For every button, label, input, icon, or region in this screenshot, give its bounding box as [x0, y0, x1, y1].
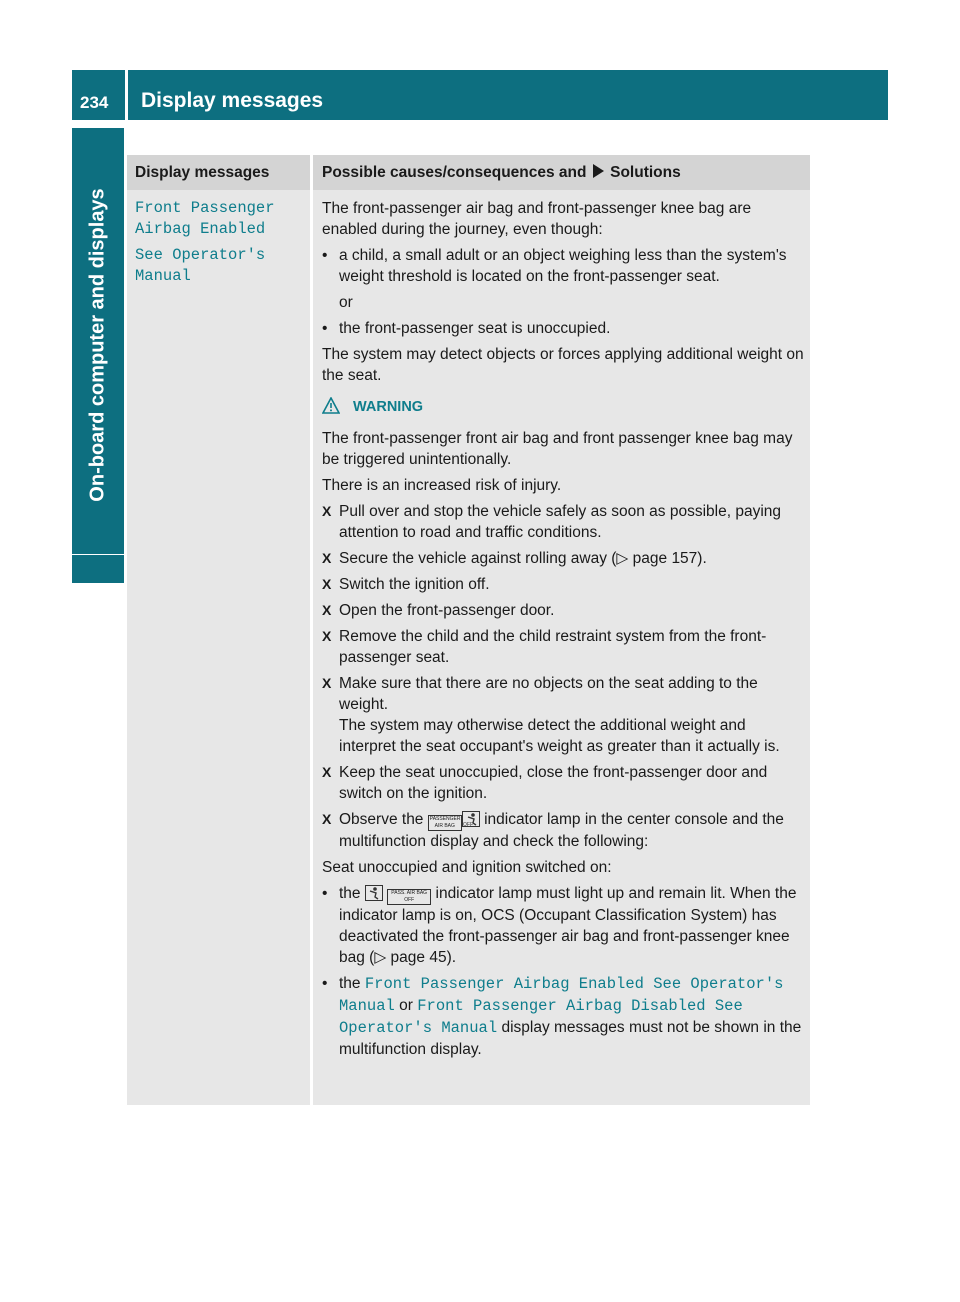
message-cell	[135, 198, 305, 292]
bullet-item	[322, 245, 806, 287]
warning-heading	[322, 397, 806, 418]
column-divider	[310, 155, 313, 1105]
x-bullet-icon: X	[322, 675, 332, 691]
col1-header-text: Display messages	[135, 164, 270, 181]
step-item	[322, 626, 806, 668]
passenger-airbag-indicator-icon: PASSENGER AIR BAG	[429, 816, 461, 829]
warning-label: WARNING	[353, 399, 424, 415]
bullet-text: a child, a small adult or an object weighing less than the system's weight threshold is located on the front-passenger seat.	[339, 247, 787, 285]
step-subtext: The system may otherwise detect the additional weight and interpret the seat occupant's weight as greater than it actually is.	[339, 717, 780, 755]
col2-header-text	[322, 164, 681, 182]
bullet-text-pre: the	[339, 975, 361, 992]
bullet-text: the front-passenger seat is unoccupied.	[339, 320, 611, 337]
seat-occupant-off-icon	[462, 811, 480, 827]
step-text: Remove the child and the child restraint system from the front-passenger seat.	[339, 628, 767, 666]
bullet-icon: •	[322, 975, 328, 992]
step-item	[322, 762, 806, 804]
message-line-1: Front Passenger	[135, 199, 275, 217]
page-title: Display messages	[141, 89, 324, 112]
x-bullet-icon: X	[322, 628, 332, 644]
message-line-4: Manual	[135, 267, 191, 285]
step-text: Make sure that there are no objects on the seat adding to the weight.	[339, 675, 758, 713]
play-icon	[593, 164, 604, 178]
warning-text-2: There is an increased risk of injury.	[322, 477, 562, 494]
message-line-2: Airbag Enabled	[135, 220, 266, 238]
table-header-messages	[127, 155, 310, 190]
step-item	[322, 809, 806, 852]
table-header-solutions	[313, 155, 810, 190]
bullet-text-post: display messages must not be shown in the multifunction display.	[339, 1019, 802, 1058]
step-text-post: indicator lamp in the center console and the multifunction display and check the following:	[339, 811, 784, 850]
x-bullet-icon: X	[322, 503, 332, 519]
message-text-1	[135, 198, 305, 240]
bullet-icon: •	[322, 247, 328, 264]
bullet-item	[322, 883, 806, 968]
bullet-icon: •	[322, 885, 328, 902]
seat-occupant-icon	[365, 885, 383, 901]
warning-text-1: The front-passenger front air bag and front passenger knee bag may be triggered unintentionally.	[322, 430, 793, 468]
step-text: Secure the vehicle against rolling away (▷ page 157).	[339, 550, 707, 567]
bullet-icon: •	[322, 320, 328, 337]
x-bullet-icon: X	[322, 764, 332, 780]
bullet-text-post: indicator lamp must light up and remain lit. When the indicator lamp is on, OCS (Occupant Classification System) has deactivated the front-passenger air bag and front-passenger knee bag (▷ page 45).	[339, 885, 797, 966]
bullet-item	[322, 973, 806, 1060]
step-item	[322, 600, 806, 621]
solutions-cell	[322, 198, 806, 1065]
bullet-text-pre: the	[339, 885, 361, 902]
col2-header-pre: Possible causes/consequences and	[322, 164, 587, 181]
step-item	[322, 501, 806, 543]
intro-text: The front-passenger air bag and front-passenger knee bag are enabled during the journey, even though:	[322, 200, 752, 238]
header-divider	[125, 70, 128, 120]
pass-airbag-off-indicator-icon: PASS. AIR BAG OFF	[387, 889, 431, 905]
col2-header-post: Solutions	[610, 164, 681, 181]
step-text-pre: Observe the	[339, 811, 424, 828]
step-text: Switch the ignition off.	[339, 576, 490, 593]
page-number: 234	[80, 93, 109, 112]
bullet-item	[322, 318, 806, 339]
detect-text: The system may detect objects or forces applying additional weight on the seat.	[322, 346, 804, 384]
step-item	[322, 548, 806, 569]
section-tab-marker	[72, 555, 124, 583]
display-message-disabled: Front Passenger Airbag Disabled See Operator's Manual	[339, 997, 743, 1037]
svg-text:OFF: OFF	[462, 822, 473, 827]
x-bullet-icon: X	[322, 576, 332, 592]
bullet-or: or	[399, 997, 413, 1014]
display-message-enabled: Front Passenger Airbag Enabled See Operator's Manual	[339, 975, 784, 1015]
unoccupied-heading: Seat unoccupied and ignition switched on:	[322, 859, 612, 876]
section-label: On-board computer and displays	[86, 188, 109, 502]
or-text: or	[339, 294, 353, 311]
message-line-3: See Operator's	[135, 246, 266, 264]
step-item	[322, 574, 806, 595]
step-text: Pull over and stop the vehicle safely as soon as possible, paying attention to road and traffic conditions.	[339, 503, 782, 541]
x-bullet-icon: X	[322, 811, 332, 827]
step-text: Open the front-passenger door.	[339, 602, 555, 619]
warning-triangle-icon	[322, 397, 340, 414]
x-bullet-icon: X	[322, 602, 332, 618]
step-item	[322, 673, 806, 757]
x-bullet-icon: X	[322, 550, 332, 566]
message-text-2	[135, 245, 305, 287]
step-text: Keep the seat unoccupied, close the front-passenger door and switch on the ignition.	[339, 764, 768, 802]
